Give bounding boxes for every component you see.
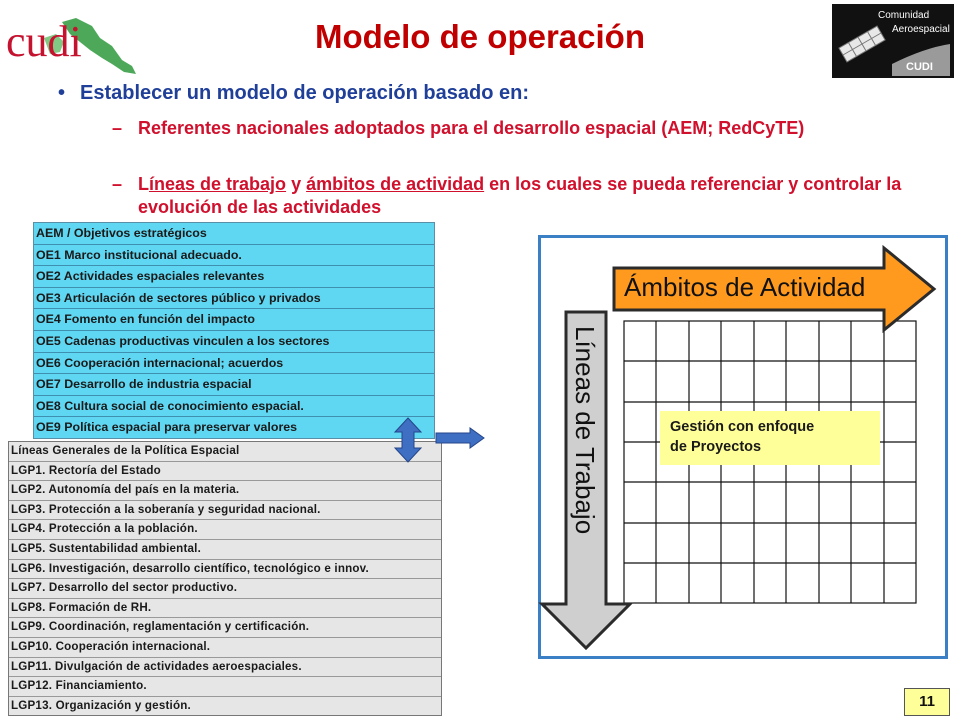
lgp-row: LGP12. Financiamiento.: [9, 677, 441, 697]
lgp-row-text: LGP11. Divulgación de actividades aeroespaciales.: [11, 659, 302, 673]
svg-text:cudi: cudi: [6, 17, 82, 66]
double-arrow-icon: [395, 418, 421, 462]
sub2-part3: en los cuales se pueda referenciar y controlar la evolución de las actividades: [138, 174, 902, 217]
sub-bullet-1-text: Referentes nacionales adoptados para el desarrollo espacial (AEM; RedCyTE): [138, 118, 805, 138]
aem-row: OE2 Actividades espaciales relevantes: [34, 266, 434, 288]
bullet-symbol: •: [58, 82, 66, 104]
lineas-label-text: Líneas de Trabajo: [570, 326, 600, 535]
sub2-part1: L: [138, 174, 149, 194]
lineas-label: [566, 320, 606, 560]
aem-row: OE3 Articulación de sectores público y privados: [34, 288, 434, 310]
lgp-row: LGP5. Sustentabilidad ambiental.: [9, 540, 441, 560]
lgp-row: LGP10. Cooperación internacional.: [9, 638, 441, 658]
gestion-line-1: Gestión con enfoque: [670, 419, 815, 435]
lgp-header-row: Líneas Generales de la Política Espacial: [9, 442, 441, 462]
dash-symbol: –: [112, 174, 123, 194]
gestion-proyectos-box: [660, 411, 880, 465]
aem-row: OE5 Cadenas productivas vinculen a los sectores: [34, 331, 434, 353]
sub2-part2: y: [286, 174, 307, 194]
main-bullet-text: Establecer un modelo de operación basado en:: [80, 82, 529, 104]
lgp-row: LGP1. Rectoría del Estado: [9, 462, 441, 482]
lgp-row: LGP13. Organización y gestión.: [11, 698, 191, 712]
svg-text:Aeroespacial: Aeroespacial: [892, 24, 950, 35]
lgp-row: LGP7. Desarrollo del sector productivo.: [9, 579, 441, 599]
aem-row: OE4 Fomento en función del impacto: [34, 309, 434, 331]
lgp-row: LGP9. Coordinación, reglamentación y certificación.: [9, 618, 441, 638]
lgp-row: LGP8. Formación de RH.: [9, 599, 441, 619]
aem-row: OE9 Política espacial para preservar valores: [36, 420, 298, 435]
right-arrow-icon: [436, 428, 484, 448]
gestion-line-2: de Proyectos: [670, 439, 762, 455]
ambitos-de-actividad-link[interactable]: ámbitos de actividad: [306, 174, 485, 194]
dash-symbol: –: [112, 118, 123, 138]
aem-row: OE6 Cooperación internacional; acuerdos: [34, 353, 434, 375]
lgp-row: LGP2. Autonomía del país en la materia.: [9, 481, 441, 501]
svg-text:CUDI: CUDI: [906, 61, 933, 73]
aem-row: OE7 Desarrollo de industria espacial: [34, 374, 434, 396]
aem-row: OE8 Cultura social de conocimiento espacial.: [34, 396, 434, 418]
aem-row: OE1 Marco institucional adecuado.: [34, 245, 434, 267]
page-number: 11: [904, 688, 950, 716]
ambitos-label: Ámbitos de Actividad: [624, 272, 866, 302]
lgp-row: LGP3. Protección a la soberanía y seguridad nacional.: [9, 501, 441, 521]
svg-text:Comunidad: Comunidad: [878, 10, 930, 21]
lgp-row: LGP6. Investigación, desarrollo científico, tecnológico e innov.: [9, 560, 441, 580]
lineas-de-trabajo-link[interactable]: íneas de trabajo: [149, 174, 287, 194]
page-title: Modelo de operación: [314, 18, 646, 55]
aem-header-row: AEM / Objetivos estratégicos: [34, 223, 434, 245]
lgp-row: LGP4. Protección a la población.: [9, 520, 441, 540]
